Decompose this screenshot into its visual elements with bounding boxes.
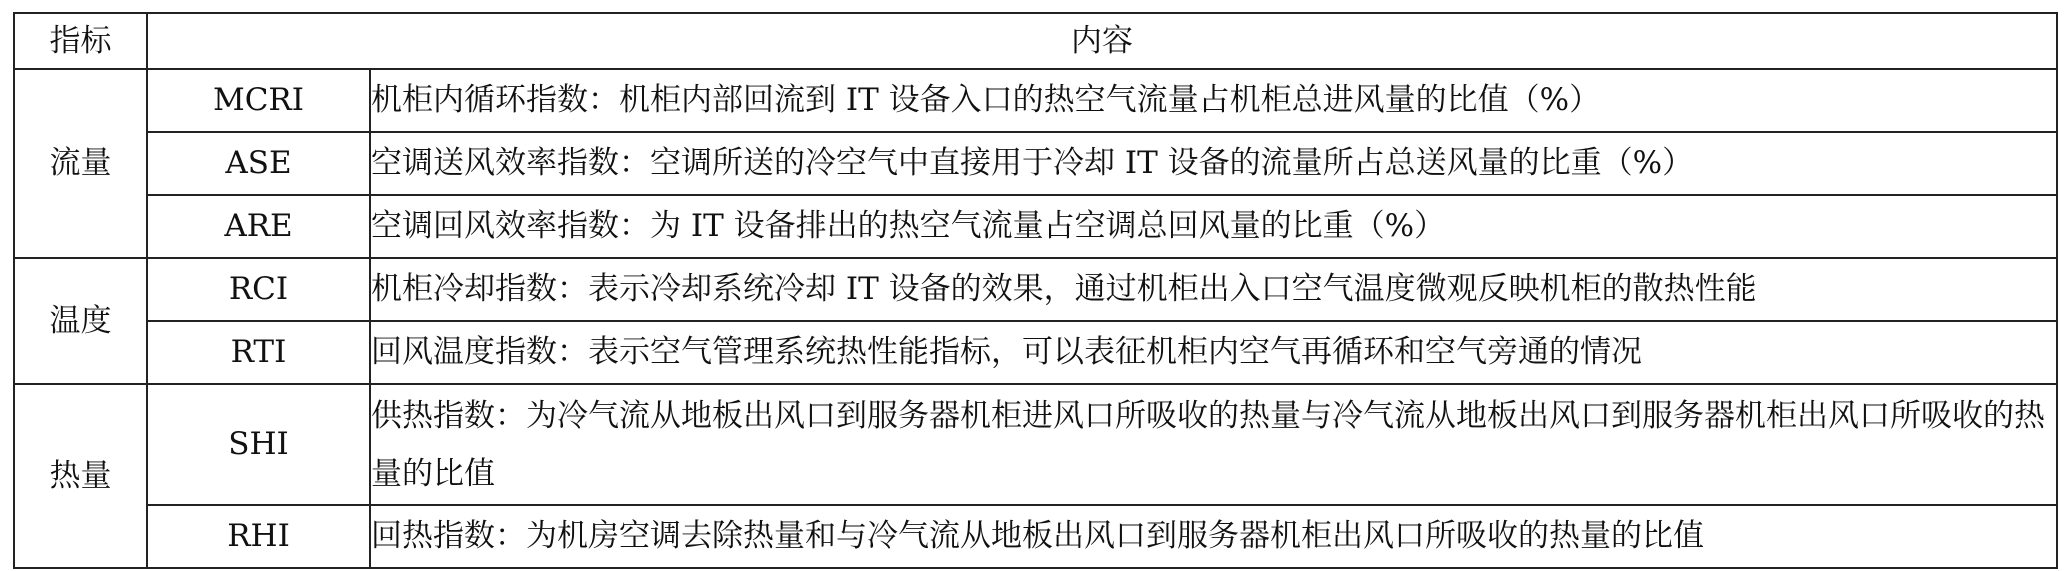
header-indicator: 指标 [14,13,147,69]
abbr-cell: ASE [147,132,370,195]
description-cell: 回热指数：为机房空调去除热量和与冷气流从地板出风口到服务器机柜出风口所吸收的热量的比值 [370,505,2057,568]
table-row [14,69,2057,132]
metrics-table [13,12,2058,569]
category-cell: 温度 [14,258,147,384]
header-content: 内容 [147,13,2057,69]
description-cell: 空调送风效率指数：空调所送的冷空气中直接用于冷却 IT 设备的流量所占总送风量的比重（%） [370,132,2057,195]
description-cell: 机柜内循环指数：机柜内部回流到 IT 设备入口的热空气流量占机柜总进风量的比值（%） [370,69,2057,132]
abbr-cell: RCI [147,258,370,321]
abbr-cell: RTI [147,321,370,384]
abbr-cell: MCRI [147,69,370,132]
abbr-cell: SHI [147,384,370,505]
table-row [14,258,2057,321]
table-row [14,132,2057,195]
table-row [14,321,2057,384]
description-cell: 空调回风效率指数：为 IT 设备排出的热空气流量占空调总回风量的比重（%） [370,195,2057,258]
category-cell: 流量 [14,69,147,258]
category-cell: 热量 [14,384,147,568]
abbr-cell: RHI [147,505,370,568]
description-cell: 回风温度指数：表示空气管理系统热性能指标，可以表征机柜内空气再循环和空气旁通的情况 [370,321,2057,384]
table-row [14,384,2057,505]
abbr-cell: ARE [147,195,370,258]
table-row [14,195,2057,258]
header-row [14,13,2057,69]
table-row [14,505,2057,568]
description-cell: 机柜冷却指数：表示冷却系统冷却 IT 设备的效果，通过机柜出入口空气温度微观反映机柜的散热性能 [370,258,2057,321]
description-cell: 供热指数：为冷气流从地板出风口到服务器机柜进风口所吸收的热量与冷气流从地板出风口到服务器机柜出风口所吸收的热量的比值 [370,384,2057,505]
